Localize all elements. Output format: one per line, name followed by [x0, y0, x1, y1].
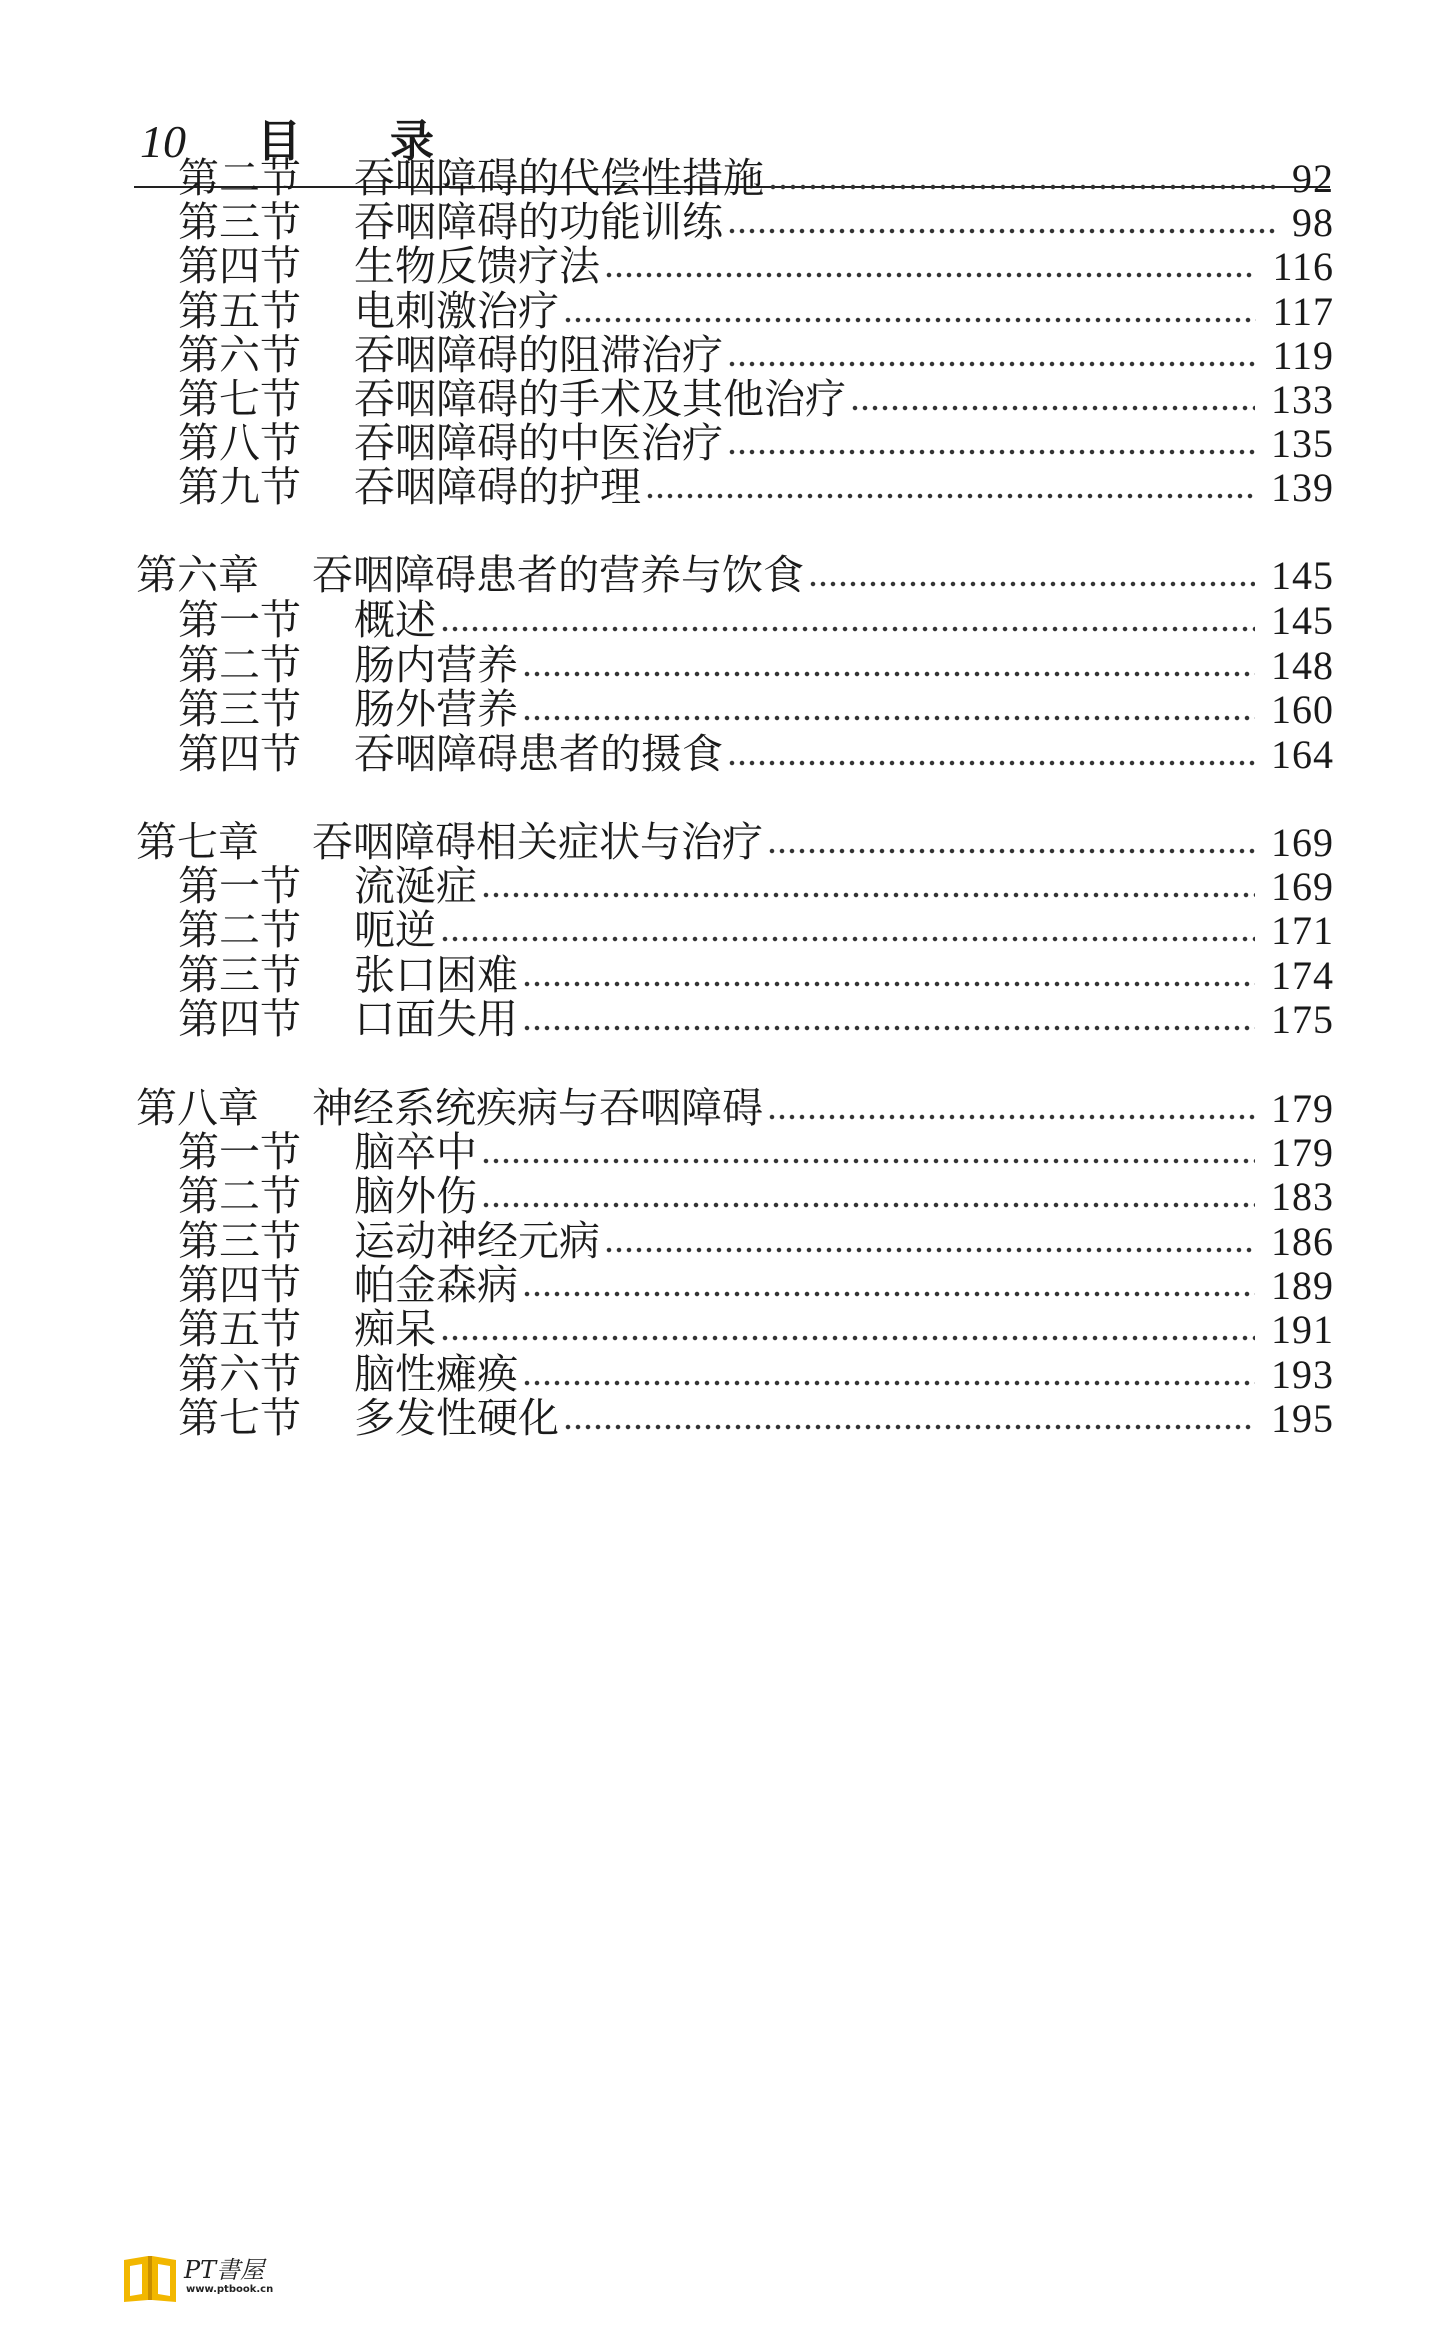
section-title: 脑外伤	[354, 1172, 477, 1220]
section-number: 第二节	[178, 154, 301, 202]
dot-leader	[604, 1243, 1255, 1257]
page-number-ref: 189	[1271, 1263, 1334, 1308]
dot-leader	[727, 357, 1256, 371]
section-number: 第三节	[178, 198, 301, 246]
dot-leader	[522, 1287, 1255, 1301]
section-number: 第四节	[178, 995, 301, 1043]
section-title: 吞咽障碍的护理	[354, 463, 641, 511]
chapter-title: 神经系统疾病与吞咽障碍	[312, 1084, 763, 1132]
section-number: 第三节	[178, 951, 301, 999]
page-number-ref: 145	[1271, 598, 1334, 643]
section-number: 第三节	[178, 685, 301, 733]
page-number-ref: 116	[1272, 244, 1334, 289]
open-book-icon	[122, 2252, 178, 2304]
section-number: 第二节	[178, 1172, 301, 1220]
section-title: 吞咽障碍的代偿性措施	[354, 154, 764, 202]
chapter-title: 吞咽障碍患者的营养与饮食	[312, 551, 804, 599]
page-number-ref: 119	[1272, 333, 1334, 378]
dot-leader	[604, 268, 1256, 282]
dot-leader	[522, 1376, 1255, 1390]
dot-leader	[481, 888, 1255, 902]
page-number-ref: 98	[1292, 200, 1334, 245]
page-number-ref: 191	[1271, 1307, 1334, 1352]
dot-leader	[522, 711, 1255, 725]
dot-leader	[522, 667, 1255, 681]
section-number: 第二节	[178, 641, 301, 689]
dot-leader	[563, 313, 1256, 327]
dot-leader	[767, 844, 1255, 858]
section-number: 第一节	[178, 596, 301, 644]
section-title: 吞咽障碍的手术及其他治疗	[354, 375, 846, 423]
section-number: 第三节	[178, 1217, 301, 1265]
section-number: 第五节	[178, 287, 301, 335]
chapter-number: 第六章	[136, 551, 259, 599]
section-number: 第六节	[178, 1350, 301, 1398]
dot-leader	[727, 224, 1276, 238]
dot-leader	[727, 445, 1255, 459]
dot-leader	[767, 1110, 1255, 1124]
dot-leader	[850, 401, 1255, 415]
section-number: 第七节	[178, 375, 301, 423]
dot-leader	[440, 1331, 1255, 1345]
page-number: 10	[140, 116, 186, 167]
dot-leader	[522, 1021, 1255, 1035]
toc-section-entry	[178, 459, 1334, 516]
section-number: 第五节	[178, 1305, 301, 1353]
page-number-ref: 133	[1271, 377, 1334, 422]
page-number-ref: 195	[1271, 1396, 1334, 1441]
dot-leader	[481, 1198, 1255, 1212]
section-number: 第六节	[178, 331, 301, 379]
section-title: 吞咽障碍患者的摄食	[354, 730, 723, 778]
section-title: 张口困难	[354, 951, 518, 999]
section-title: 生物反馈疗法	[354, 242, 600, 290]
page-number-ref: 135	[1271, 421, 1334, 466]
page-number-ref: 145	[1271, 553, 1334, 598]
page-number-ref: 175	[1271, 997, 1334, 1042]
section-title: 脑性瘫痪	[354, 1350, 518, 1398]
toc-section-entry	[178, 726, 1334, 783]
chapter-number: 第八章	[136, 1084, 259, 1132]
header-title-char-1: 目	[257, 116, 301, 167]
toc-section-entry	[178, 991, 1334, 1048]
section-title: 帕金森病	[354, 1261, 518, 1309]
section-number: 第四节	[178, 1261, 301, 1309]
chapter-number: 第七章	[136, 818, 259, 866]
watermark-logo	[122, 2248, 292, 2314]
section-title: 口面失用	[354, 995, 518, 1043]
section-title: 概述	[354, 596, 436, 644]
page-number-ref: 169	[1271, 864, 1334, 909]
section-title: 脑卒中	[354, 1128, 477, 1176]
page-number-ref: 160	[1271, 687, 1334, 732]
section-title: 痴呆	[354, 1305, 436, 1353]
section-title: 吞咽障碍的功能训练	[354, 198, 723, 246]
section-title: 吞咽障碍的阻滞治疗	[354, 331, 723, 379]
page-number-ref: 117	[1272, 289, 1334, 334]
dot-leader	[440, 932, 1255, 946]
page-number-ref: 169	[1271, 820, 1334, 865]
section-title: 流涎症	[354, 862, 477, 910]
dot-leader	[645, 489, 1255, 503]
page-number-ref: 171	[1271, 908, 1334, 953]
section-number: 第四节	[178, 242, 301, 290]
dot-leader	[440, 622, 1255, 636]
dot-leader	[563, 1420, 1255, 1434]
section-number: 第一节	[178, 1128, 301, 1176]
dot-leader	[768, 180, 1276, 194]
watermark-brand: PT書屋	[184, 2256, 265, 2284]
section-title: 肠外营养	[354, 685, 518, 733]
header-title-char-2: 录	[390, 116, 434, 167]
page-number-ref: 183	[1271, 1174, 1334, 1219]
section-title: 吞咽障碍的中医治疗	[354, 419, 723, 467]
page-number-ref: 174	[1271, 953, 1334, 998]
dot-leader	[727, 756, 1255, 770]
page-number-ref: 179	[1271, 1086, 1334, 1131]
dot-leader	[481, 1154, 1255, 1168]
section-number: 第八节	[178, 419, 301, 467]
page-number-ref: 193	[1271, 1352, 1334, 1397]
section-number: 第七节	[178, 1394, 301, 1442]
page-number-ref: 179	[1271, 1130, 1334, 1175]
page-number-ref: 139	[1271, 465, 1334, 510]
page-number-ref: 92	[1292, 156, 1334, 201]
page-number-ref: 186	[1271, 1219, 1334, 1264]
section-number: 第一节	[178, 862, 301, 910]
section-title: 电刺激治疗	[354, 287, 559, 335]
toc-section-entry	[178, 1390, 1334, 1447]
page-number-ref: 148	[1271, 643, 1334, 688]
dot-leader	[808, 577, 1255, 591]
section-number: 第九节	[178, 463, 301, 511]
section-title: 多发性硬化	[354, 1394, 559, 1442]
dot-leader	[522, 977, 1255, 991]
section-title: 运动神经元病	[354, 1217, 600, 1265]
section-number: 第二节	[178, 906, 301, 954]
page-number-ref: 164	[1271, 732, 1334, 777]
section-number: 第四节	[178, 730, 301, 778]
chapter-title: 吞咽障碍相关症状与治疗	[312, 818, 763, 866]
watermark-url: www.ptbook.cn	[186, 2284, 274, 2295]
section-title: 呃逆	[354, 906, 436, 954]
section-title: 肠内营养	[354, 641, 518, 689]
